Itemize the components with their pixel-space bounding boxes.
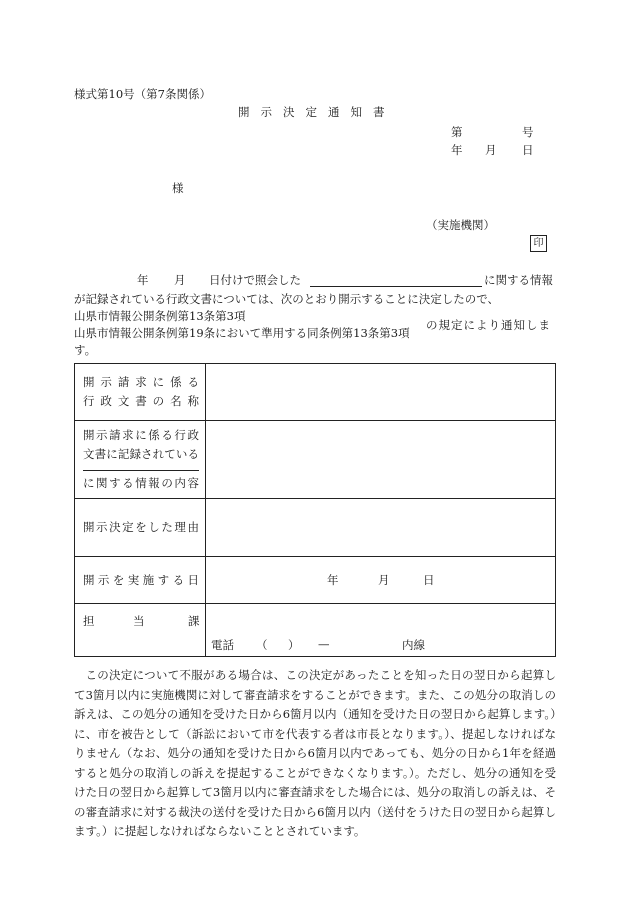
disclosure-table xyxy=(74,363,556,657)
form-number: 様式第10号（第7条関係） xyxy=(74,87,211,101)
regarding-underline xyxy=(310,286,482,287)
dept-char: 担 xyxy=(83,614,95,628)
extension-label: 内線 xyxy=(402,638,425,652)
date-day: 日 xyxy=(522,143,534,157)
intro-regarding: に関する情報 xyxy=(484,273,553,287)
table-row xyxy=(75,557,556,604)
document-title: 開示決定通知書 xyxy=(238,105,396,119)
phone-paren-close: ） xyxy=(288,638,300,652)
intro-notice-end: の規定により通知しま xyxy=(426,318,551,332)
label-information-content xyxy=(75,421,206,499)
intro-date-text: 日付けで照会した xyxy=(209,273,301,287)
label-line: 開示請求に係る行政 xyxy=(83,428,199,442)
table-row xyxy=(75,421,556,499)
impl-year: 年 xyxy=(327,573,339,587)
ordinance-option-b: 山県市情報公開条例第19条において準用する同条例第13条第3項 xyxy=(74,326,410,340)
date-month: 月 xyxy=(485,143,497,157)
label-line: に関する情報の内容 xyxy=(83,476,199,490)
phone-dash: — xyxy=(318,637,330,651)
dept-char: 当 xyxy=(133,614,145,628)
value-department[interactable] xyxy=(206,604,556,657)
addressee-suffix: 様 xyxy=(172,181,184,195)
impl-month: 月 xyxy=(378,573,390,587)
number-suffix: 号 xyxy=(522,125,534,139)
table-row xyxy=(75,604,556,657)
appeal-notice: この決定について不服がある場合は、この決定があったことを知った日の翌日から起算して3箇月以内に実施機関に対して審査請求をすることができます。また、この処分の取消しの訴えは、この処分の通知を受けた日から6箇月以内（通知を受けた日の翌日から起算します。）に、市を被告として（訴訟において市を代表する者は市長となります。）、提起しなければなりません（なお、処分の通知を受けた日から6箇月以内であっても、処分の日から1年を経過すると処分の取消しの訴えを提起することができなくなります。）。ただし、処分の通知を受けた日の翌日から起算して3箇月以内に審査請求をした場合には、処分の取消しの訴えは、その審査請求に対する裁決の送付を受けた日から6箇月以内（送付をうけた日の翌日から起算します。）に提起しなければならないこととされています。 xyxy=(74,668,556,838)
table-row xyxy=(75,499,556,557)
label-decision-reason xyxy=(75,499,206,557)
value-document-name[interactable] xyxy=(206,364,556,421)
label-document-name xyxy=(75,364,206,421)
agency-label: （実施機関） xyxy=(426,218,495,232)
intro-last: す。 xyxy=(74,343,97,357)
date-year: 年 xyxy=(451,143,463,157)
value-decision-reason[interactable] xyxy=(206,499,556,557)
label-implementation-date xyxy=(75,557,206,604)
table-row xyxy=(75,364,556,421)
label-underline xyxy=(83,464,199,471)
label-line: 開示を実施する日 xyxy=(83,572,199,587)
ordinance-option-a: 山県市情報公開条例第13条第3項 xyxy=(74,309,246,323)
intro-line2: が記録されている行政文書については、次のとおり開示することに決定したので、 xyxy=(74,292,500,306)
label-line: 開示決定をした理由 xyxy=(83,520,199,534)
label-line: 行政文書の名称 xyxy=(83,394,199,408)
impl-day: 日 xyxy=(423,573,435,587)
intro-month: 月 xyxy=(174,273,186,287)
intro-year: 年 xyxy=(137,273,149,287)
label-line: 文書に記録されている xyxy=(83,447,199,461)
phone-label: 電話 xyxy=(211,638,234,652)
value-information-content[interactable] xyxy=(206,421,556,499)
phone-paren-open: （ xyxy=(256,638,268,652)
dept-char: 課 xyxy=(188,614,200,628)
label-line: 開示請求に係る xyxy=(83,375,199,389)
seal-box: 印 xyxy=(530,235,547,252)
label-department xyxy=(75,604,206,657)
value-implementation-date[interactable] xyxy=(206,557,556,604)
number-prefix: 第 xyxy=(451,125,463,139)
